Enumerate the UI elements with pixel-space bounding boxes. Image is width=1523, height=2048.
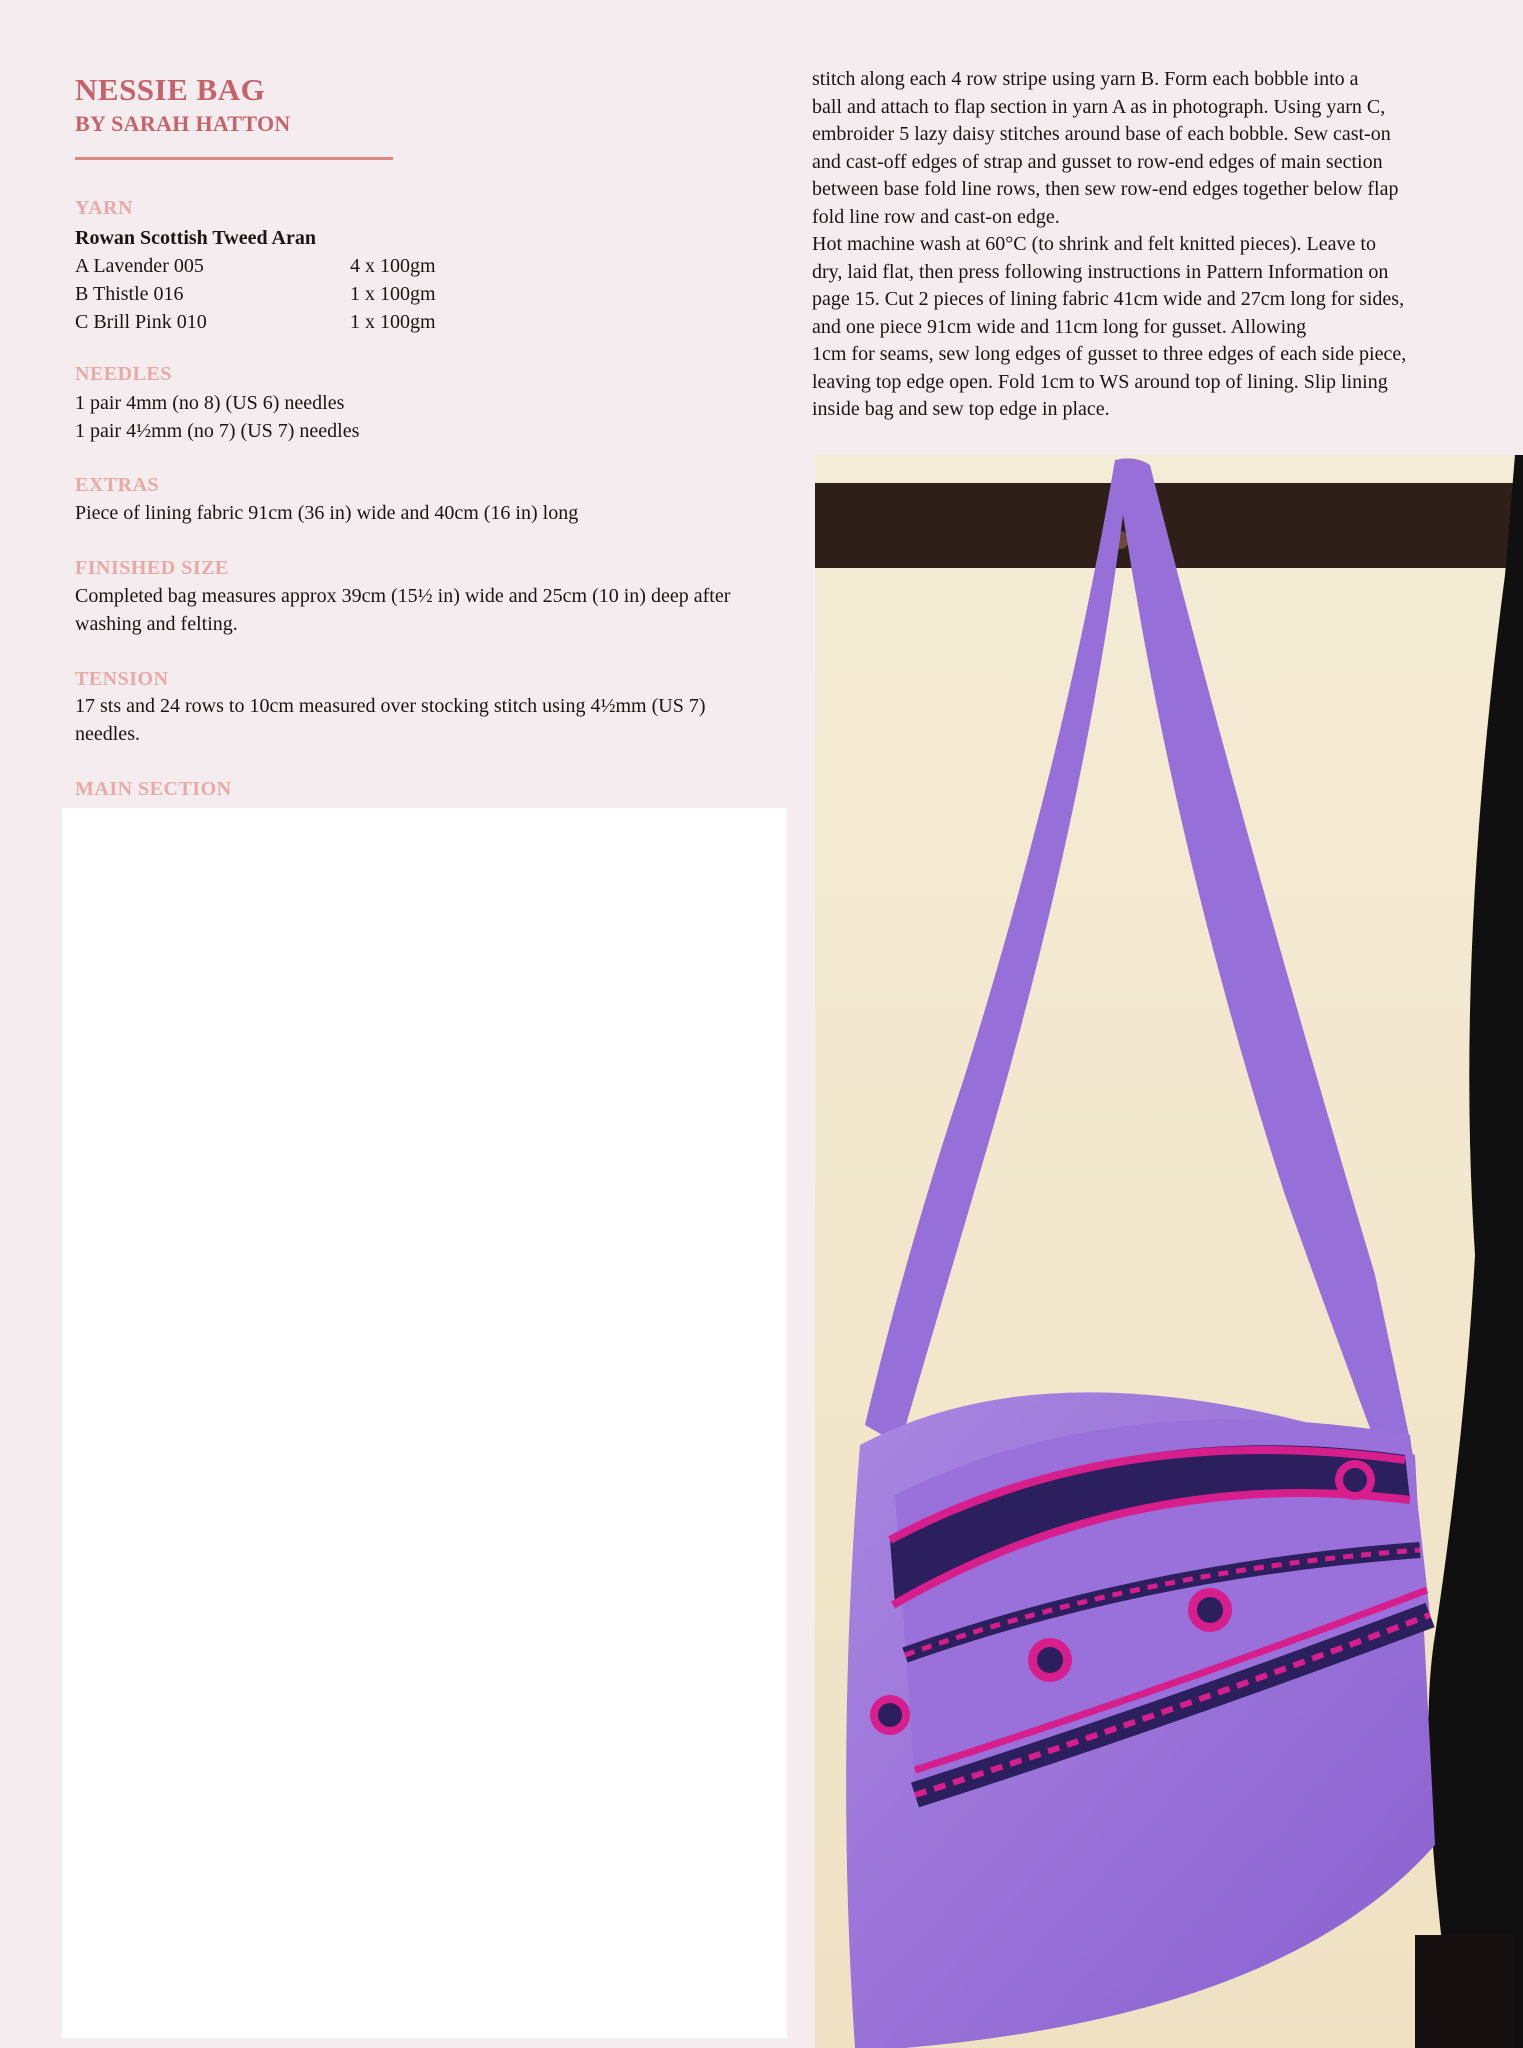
needles-list xyxy=(75,389,359,445)
finished-size-text: Completed bag measures approx 39cm (15½ in) wide and 25cm (10 in) deep after washing and felting. xyxy=(75,585,731,635)
needles-line: 1 pair 4mm (no 8) (US 6) needles xyxy=(75,392,345,414)
needles-line: 1 pair 4½mm (no 7) (US 7) needles xyxy=(75,420,360,442)
pattern-title: NESSIE BAG xyxy=(75,72,266,107)
title-divider xyxy=(75,157,393,160)
yarn-quantity: 4 x 100gm xyxy=(350,255,436,277)
yarn-row xyxy=(75,280,436,308)
bag-photograph xyxy=(815,455,1523,2048)
yarn-quantity: 1 x 100gm xyxy=(350,311,436,333)
yarn-colour: B Thistle 016 xyxy=(75,283,184,305)
yarn-quantity: 1 x 100gm xyxy=(350,283,436,305)
main-section-heading: MAIN SECTION xyxy=(75,778,232,800)
extras-text: Piece of lining fabric 91cm (36 in) wide and 40cm (16 in) long xyxy=(75,502,579,524)
needles-heading: NEEDLES xyxy=(75,363,172,385)
extras-heading: EXTRAS xyxy=(75,474,160,496)
yarn-brand: Rowan Scottish Tweed Aran xyxy=(75,227,316,249)
tension-text: 17 sts and 24 rows to 10cm measured over stocking stitch using 4½mm (US 7) needles. xyxy=(75,695,706,745)
pattern-byline: BY SARAH HATTON xyxy=(75,111,291,136)
finished-size-heading: FINISHED SIZE xyxy=(75,557,229,579)
yarn-row xyxy=(75,252,436,280)
blank-content-area xyxy=(62,808,787,2038)
yarn-row xyxy=(75,308,436,336)
yarn-colour: C Brill Pink 010 xyxy=(75,311,207,333)
bobble-flower xyxy=(870,1695,910,1735)
tension-heading: TENSION xyxy=(75,668,169,690)
instructions-continued: stitch along each 4 row stripe using yarn B. Form each bobble into a ball and attach to flap section in yarn A as in photograph. Using yarn C, embroider 5 lazy daisy stitches around base of each bobble. Sew cast-on and cast-off edges of strap and gusset to row-end edges of main section between base fold line rows, then sew row-end edges together below flap fold line row and cast-on edge. Hot machine wash at 60°C (to shrink and felt knitted pieces). Leave to dry, laid flat, then press following instructions in Pattern Information on page 15. Cut 2 pieces of lining fabric 41cm wide and 27cm long for sides, and one piece 91cm wide and 11cm long for gusset. Allowing 1cm for seams, sew long edges of gusset to three edges of each side piece, leaving top edge open. Fold 1cm to WS around top of lining. Slip lining inside bag and sew top edge in place. xyxy=(812,68,1407,420)
yarn-heading: YARN xyxy=(75,197,133,219)
yarn-colour: A Lavender 005 xyxy=(75,255,204,277)
yarn-list xyxy=(75,224,436,336)
